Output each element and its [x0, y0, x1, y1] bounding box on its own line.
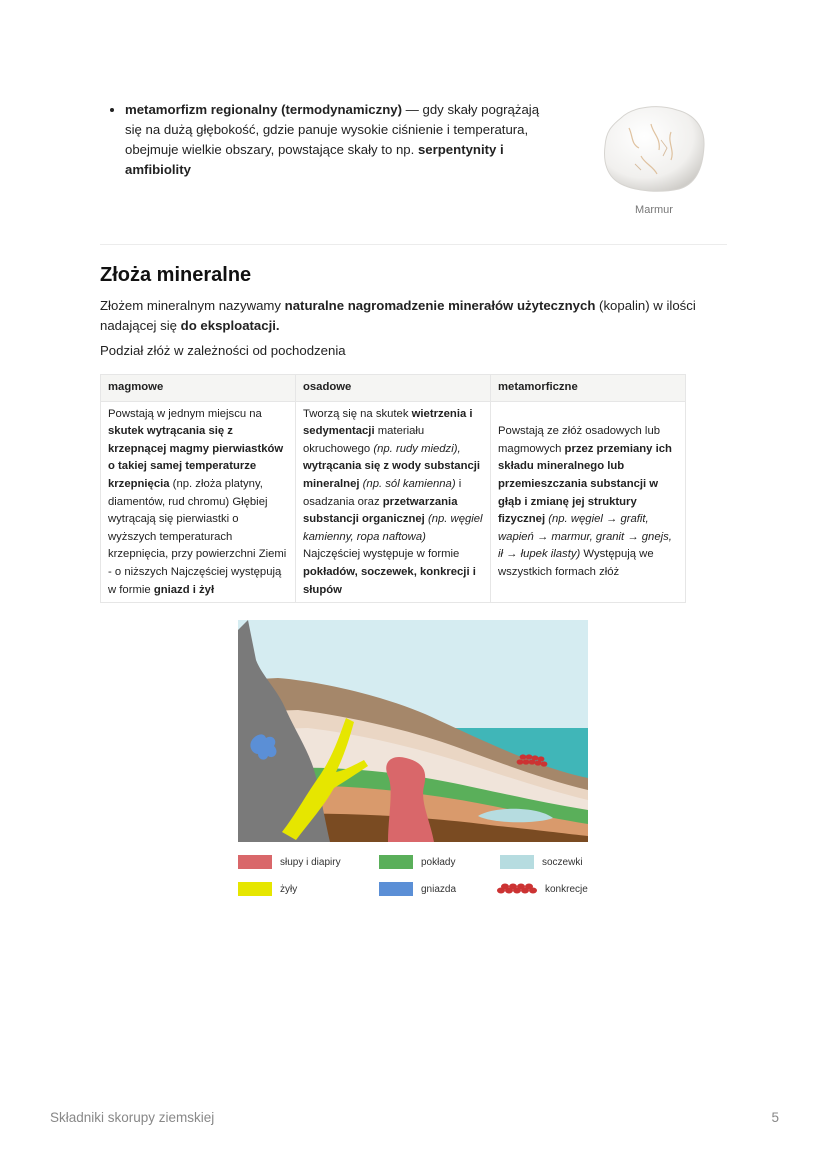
cross-section-illustration — [238, 620, 588, 842]
deposits-diagram — [238, 620, 588, 847]
bullet-text: — gdy skały pogrążają się na dużą głębokość, gdzie panuje wysokie ciśnienie i temperatura, obejmuje wielkie obszary, powstające skały to np. — [125, 102, 540, 157]
marble-figure — [598, 104, 710, 216]
cell-text: Występują we wszystkich formach złóż — [498, 548, 654, 578]
cell-bold: wietrzenia i sedymentacji — [303, 407, 473, 438]
cell-text: (np. złoża platyny, diamentów, rud chromu) Głębiej wytrącają się pierwiastki o wyższych temperaturach krzepnięcia, przy powierzchni Ziemi - o niższych Najczęściej występują w formie — [108, 477, 287, 596]
legend-label: pokłady — [421, 856, 456, 868]
cell-italic: (np. sól kamienna) — [362, 477, 456, 490]
cell-italic: (np. węgiel kamienny, ropa naftowa) — [303, 513, 483, 543]
legend-swatch — [238, 882, 272, 896]
legend-swatch — [379, 855, 413, 869]
marble-image — [601, 104, 707, 192]
cell-italic: (np. węgiel → grafit, wapień → marmur, granit → gnejs, ił → łupek ilasty) — [498, 513, 672, 561]
diagram-legend — [238, 852, 598, 902]
cell-bold: wytrącania się z wody substancji mineralnej — [303, 460, 481, 490]
bullet-rocks: serpentynity i amfibiolity — [125, 142, 504, 177]
section-intro — [100, 296, 730, 336]
header-metamorficzne: metamorficzne — [491, 375, 686, 402]
legend-label: konkrecje — [545, 883, 588, 895]
cell-magmowe — [101, 401, 296, 603]
cell-bold: skutek wytrącania się z krzepnącej magmy pierwiastków o takiej samej temperaturze krzepnięcia — [108, 425, 284, 490]
bullet-term: metamorfizm regionalny (termodynamiczny) — [125, 102, 402, 117]
cell-italic: (np. rudy miedzi), — [373, 442, 461, 455]
table-row — [101, 401, 686, 603]
legend-label: soczewki — [542, 856, 583, 868]
cell-bold: przez przemiany ich składu mineralnego lub przemieszczania substancji w głąb i zmianę jej struktury fizycznej — [498, 442, 672, 526]
legend-gniazda — [379, 882, 456, 896]
legend-poklady — [379, 855, 455, 869]
legend-label: żyły — [280, 883, 298, 895]
intro-bold-1: naturalne nagromadzenie minerałów użytecznych — [284, 298, 596, 313]
legend-soczewki — [500, 855, 583, 869]
bullet-list — [108, 100, 558, 180]
header-magmowe: magmowe — [101, 375, 296, 402]
cell-text: Tworzą się na skutek — [303, 407, 412, 420]
metamorphism-bullet — [108, 100, 558, 180]
cell-text: Powstają ze złóż osadowych lub magmowych — [498, 425, 661, 455]
legend-konkrecje — [496, 882, 588, 896]
legend-label: słupy i diapiry — [280, 856, 341, 868]
cell-bold: gniazd i żył — [153, 583, 215, 596]
cell-bold: pokładów, soczewek, konkrecji i słupów — [303, 565, 476, 596]
section-divider — [100, 244, 727, 245]
header-osadowe: osadowe — [296, 375, 491, 402]
cell-text: i osadzania oraz — [303, 477, 462, 508]
legend-swatch — [379, 882, 413, 896]
legend-swatch — [500, 855, 534, 869]
intro-bold-2: do eksploatacji. — [180, 318, 280, 333]
table-subheading: Podział złóż w zależności od pochodzenia — [100, 343, 346, 358]
legend-slupy — [238, 855, 341, 869]
cell-bold: przetwarzania substancji organicznej — [303, 495, 458, 526]
list-item — [125, 100, 558, 180]
legend-swatch — [238, 855, 272, 869]
footer-title: Składniki skorupy ziemskiej — [50, 1110, 215, 1125]
cell-metamorficzne — [491, 401, 686, 603]
legend-zyly — [238, 882, 297, 896]
cell-osadowe — [296, 401, 491, 603]
section-title: Złoża mineralne — [100, 264, 252, 286]
deposits-table — [100, 374, 686, 603]
legend-swatch — [496, 883, 538, 895]
cell-text: materiału okruchowego — [303, 425, 425, 455]
table-header-row — [101, 375, 686, 402]
legend-label: gniazda — [421, 883, 457, 895]
intro-text-1: Złożem mineralnym nazywamy — [100, 298, 285, 313]
marble-caption: Marmur — [635, 204, 673, 216]
intro-text-2: (kopalin) w ilości nadającej się — [100, 298, 696, 333]
cell-text: Najczęściej występuje w formie — [303, 548, 460, 561]
cell-text: Powstają w jednym miejscu na — [108, 407, 262, 420]
page-number: 5 — [771, 1110, 779, 1125]
